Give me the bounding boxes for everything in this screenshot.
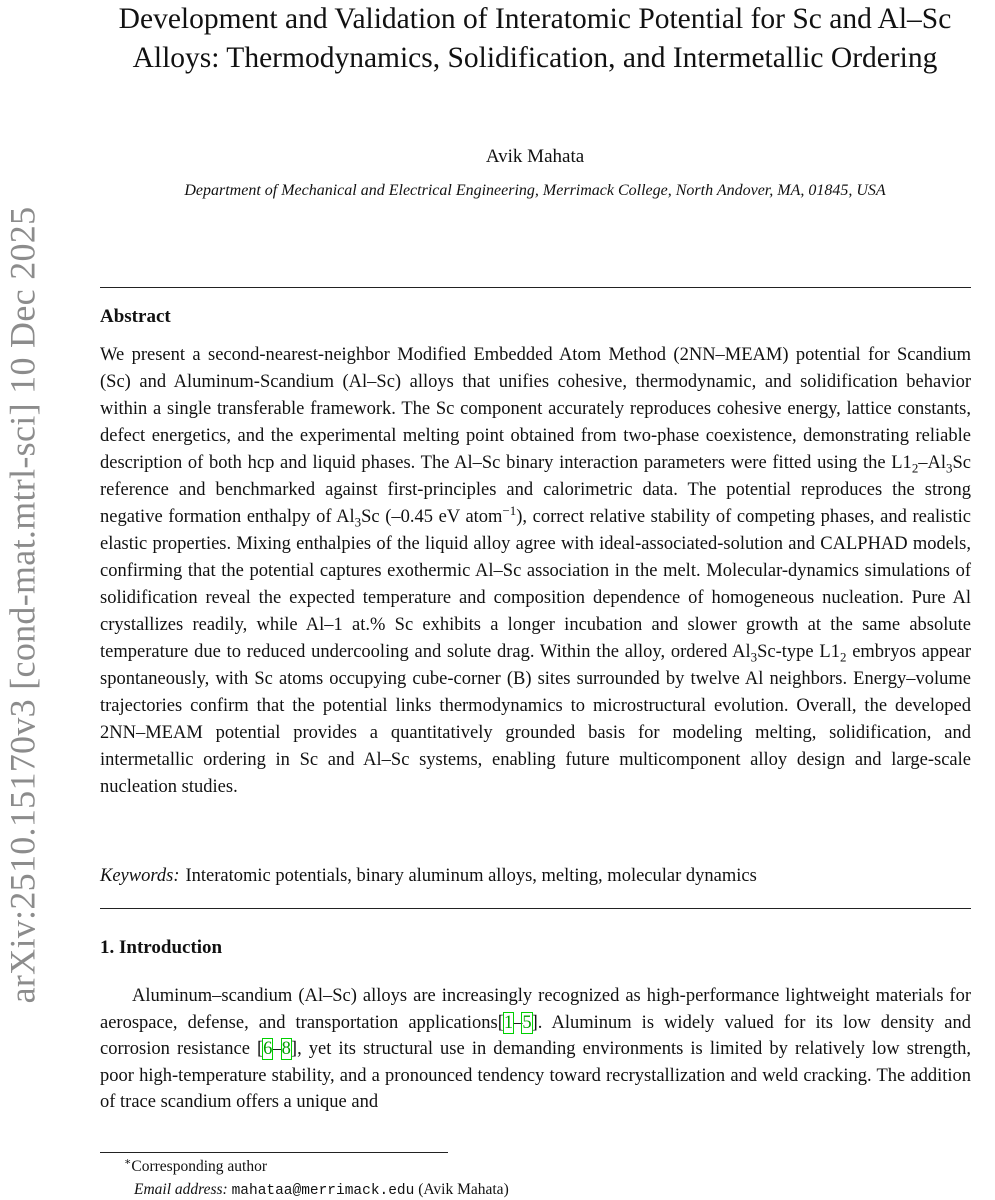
footnote-mark: ∗ (124, 1155, 132, 1168)
abstract-heading: Abstract (100, 306, 171, 327)
email-address: mahataa@merrimack.edu (231, 1183, 415, 1199)
keywords-text: Interatomic potentials, binary aluminum alloys, melting, molecular dynamics (185, 866, 757, 886)
citation-link-1[interactable]: 1 (503, 1012, 514, 1033)
author-affiliation: Department of Mechanical and Electrical Engineering, Merrimack College, North Andover, MA, 01845, USA (184, 182, 886, 199)
top-divider (100, 287, 971, 288)
arxiv-identifier-stamp (0, 190, 44, 1020)
keywords-line (100, 866, 971, 887)
email-owner: (Avik Mahata) (418, 1181, 509, 1198)
introduction-paragraph: Aluminum–scandium (Al–Sc) alloys are increasingly recognized as high-performance lightweight materials for aerospace, defense, and transportation applications[1–5]. Aluminum is widely valued for its low density and corrosion resistance [6–8], yet its structural use in demanding environments is limited by relatively low strength, poor high-temperature stability, and a pronounced tendency toward recrystallization and weld cracking. The addition of trace scandium offers a unique and (100, 986, 971, 1112)
author-name: Avik Mahata (485, 146, 585, 167)
keywords-label: Keywords: (100, 866, 180, 886)
abstract-body: We present a second-nearest-neighbor Modified Embedded Atom Method (2NN–MEAM) potential for Scandium (Sc) and Aluminum-Scandium (Al–Sc) alloys that unifies cohesive, thermodynamic, and solidification behavior within a single transferable framework. The Sc component accurately reproduces cohesive energy, lattice constants, defect energetics, and the experimental melting point obtained from two-phase coexistence, demonstrating reliable description of both hcp and liquid phases. The Al–Sc binary interaction parameters were fitted using the $L1_2-Al_3Sc$ reference and benchmarked against first-principles and calorimetric data. The potential reproduces the strong negative formation enthalpy of $Al_3Sc$ (–0.45 eV atom$^{-1}$), correct relative stability of competing phases, and realistic elastic properties. Mixing enthalpies of the liquid alloy agree with ideal-associated-solution and CALPHAD models, confirming that the potential captures exothermic Al–Sc association in the melt. Molecular-dynamics simulations of solidification reveal the expected temperature and composition dependence of homogeneous nucleation. Pure Al crystallizes readily, while Al–1 at.% Sc exhibits a longer incubation and slower growth at the same absolute temperature due to reduced undercooling and solute drag. Within the alloy, ordered $Al_3Sc$-type $L1_2$ embryos appear spontaneously, with Sc atoms occupying cube-corner (B) sites surrounded by twelve Al neighbors. Energy–volume trajectories confirm that the potential links thermodynamics to microstructural evolution. Overall, the developed 2NN–MEAM potential provides a quantitatively grounded basis for modeling melting, solidification, and intermetallic ordering in Sc and Al–Sc systems, enabling future multicomponent alloy design and large-scale nucleation studies. (100, 345, 971, 797)
paper-title: Development and Validation of Interatomic Potential for Sc and Al–Sc Alloys: Thermodynamics, Solidification, and Intermetallic Ordering (118, 3, 952, 74)
citation-link-5[interactable]: 5 (522, 1012, 532, 1033)
email-footnote (134, 1181, 509, 1199)
email-label: Email address: (134, 1181, 228, 1198)
citation-link-8[interactable]: 8 (281, 1039, 291, 1059)
corresponding-author-footnote: ∗Corresponding author (124, 1155, 267, 1175)
arxiv-id-text: arXiv:2510.15170v3 [cond-mat.mtrl-sci] 10 Dec 2025 (2, 206, 43, 1004)
introduction-heading: 1. Introduction (100, 937, 223, 958)
bottom-divider (100, 908, 971, 909)
footnote-divider (100, 1152, 448, 1153)
citation-link-6[interactable]: 6 (263, 1039, 273, 1059)
